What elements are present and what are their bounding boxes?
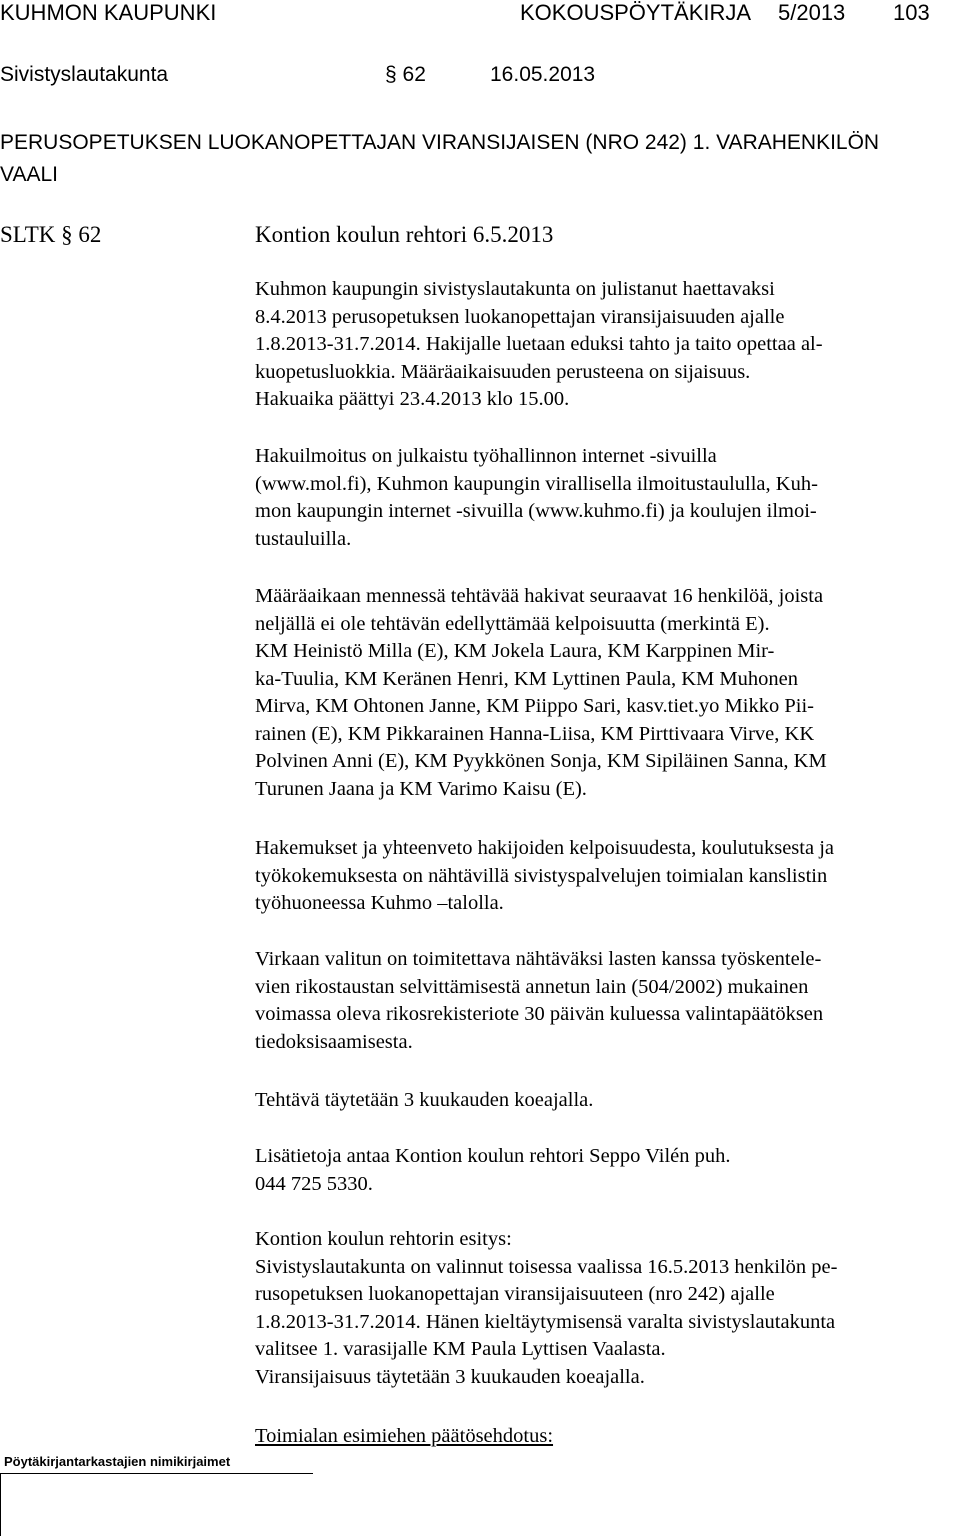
paragraph-trial-period <box>255 1087 945 1115</box>
paragraph-announcement <box>255 443 945 553</box>
board-name: Sivistyslautakunta <box>0 63 169 86</box>
page-title-line1: PERUSOPETUKSEN LUOKANOPETTAJAN VIRANSIJAISEN (NRO 242) 1. VARAHENKILÖN <box>0 131 880 154</box>
paragraph-applicants <box>255 583 945 803</box>
paragraph-applications <box>255 835 945 918</box>
text-line: (www.mol.fi), Kuhmon kaupungin virallisella ilmoitustaululla, Kuh- <box>255 472 818 495</box>
text-line: 1.8.2013-31.7.2014. Hakijalle luetaan eduksi tahto ja taito opettaa al- <box>255 333 823 355</box>
text-line: 1.8.2013-31.7.2014. Hänen kieltäytymisensä varalta sivistyslautakunta <box>255 1310 836 1333</box>
text-line: tiedoksisaamisesta. <box>255 1030 413 1053</box>
text-line: rusopetuksen luokanopettajan viransijaisuuteen (nro 242) ajalle <box>255 1283 775 1305</box>
text-line: 8.4.2013 perusopetuksen luokanopettajan viransijaisuuden ajalle <box>255 305 785 328</box>
text-line: kuopetusluokkia. Määräaikaisuuden perusteena on sijaisuus. <box>255 360 751 383</box>
paragraph-principal-proposal <box>255 1226 945 1391</box>
text-line: Viransijaisuus täytetään 3 kuukauden koeajalla. <box>255 1365 645 1388</box>
text-line: Mirva, KM Ohtonen Janne, KM Piippo Sari, kasv.tiet.yo Mikko Pii- <box>255 695 814 717</box>
text-line: Lisätietoja antaa Kontion koulun rehtori Seppo Vilén puh. <box>255 1145 731 1167</box>
text-line: Määräaikaan mennessä tehtävää hakivat seuraavat 16 henkilöä, joista <box>255 585 824 607</box>
text-line: Virkaan valitun on toimitettava nähtäväksi lasten kanssa työskentele- <box>255 948 822 970</box>
text-line: 044 725 5330. <box>255 1172 373 1195</box>
text-line: voimassa oleva rikosrekisteriote 30 päivän kuluessa valintapäätöksen <box>255 1003 824 1025</box>
signature-label: Pöytäkirjantarkastajien nimikirjaimet <box>4 1454 231 1469</box>
text-line: rainen (E), KM Pikkarainen Hanna-Liisa, KM Pirttivaara Virve, KK <box>255 722 815 745</box>
source-reference: Kontion koulun rehtori 6.5.2013 <box>255 222 554 247</box>
text-line: neljällä ei ole tehtävän edellyttämää kelpoisuutta (merkintä E). <box>255 612 770 635</box>
text-line: Hakuaika päättyi 23.4.2013 klo 15.00. <box>255 388 570 410</box>
paragraph-criminal-record <box>255 946 945 1056</box>
text-line: Hakemukset ja yhteenveto hakijoiden kelpoisuudesta, koulutuksesta ja <box>255 837 834 859</box>
paragraph-vacancy <box>255 276 945 414</box>
org-name: KUHMON KAUPUNKI <box>0 0 217 25</box>
text-line: mon kaupungin internet -sivuilla (www.kuhmo.fi) ja koulujen ilmoi- <box>255 500 817 522</box>
text-line: Polvinen Anni (E), KM Pyykkönen Sonja, KM Sipiläinen Sanna, KM <box>255 750 827 772</box>
page-title-line2: VAALI <box>0 163 58 186</box>
text-line: Toimialan esimiehen päätösehdotus: <box>255 1425 554 1447</box>
text-line: Sivistyslautakunta on valinnut toisessa vaalissa 16.5.2013 henkilön pe- <box>255 1255 838 1278</box>
paragraph-contact <box>255 1143 945 1198</box>
text-line: vien rikostaustan selvittämisestä annetun lain (504/2002) mukainen <box>255 975 809 998</box>
document-type: KOKOUSPÖYTÄKIRJA <box>520 0 752 25</box>
text-line: Tehtävä täytetään 3 kuukauden koeajalla. <box>255 1089 594 1111</box>
text-line: Kuhmon kaupungin sivistyslautakunta on julistanut haettavaksi <box>255 278 775 300</box>
meeting-date: 16.05.2013 <box>490 63 596 86</box>
section-number: § 62 <box>385 63 426 86</box>
proposal-heading <box>255 1423 945 1451</box>
text-line: tustauluilla. <box>255 527 352 550</box>
text-line: työkokemuksesta on nähtävillä sivistyspalvelujen toimialan kanslistin <box>255 864 828 887</box>
issue-number: 5/2013 <box>778 0 846 25</box>
text-line: ka-Tuulia, KM Keränen Henri, KM Lyttinen Paula, KM Muhonen <box>255 667 798 690</box>
text-line: valitsee 1. varasijalle KM Paula Lyttisen Vaalasta. <box>255 1338 666 1360</box>
text-line: Kontion koulun rehtorin esitys: <box>255 1228 512 1250</box>
sltk-reference: SLTK § 62 <box>0 222 102 247</box>
signature-box <box>0 1473 313 1536</box>
page-number: 103 <box>893 0 930 25</box>
text-line: KM Heinistö Milla (E), KM Jokela Laura, KM Karppinen Mir- <box>255 640 775 662</box>
text-line: Turunen Jaana ja KM Varimo Kaisu (E). <box>255 777 587 800</box>
text-line: Hakuilmoitus on julkaistu työhallinnon internet -sivuilla <box>255 445 717 467</box>
text-line: työhuoneessa Kuhmo –talolla. <box>255 892 504 914</box>
